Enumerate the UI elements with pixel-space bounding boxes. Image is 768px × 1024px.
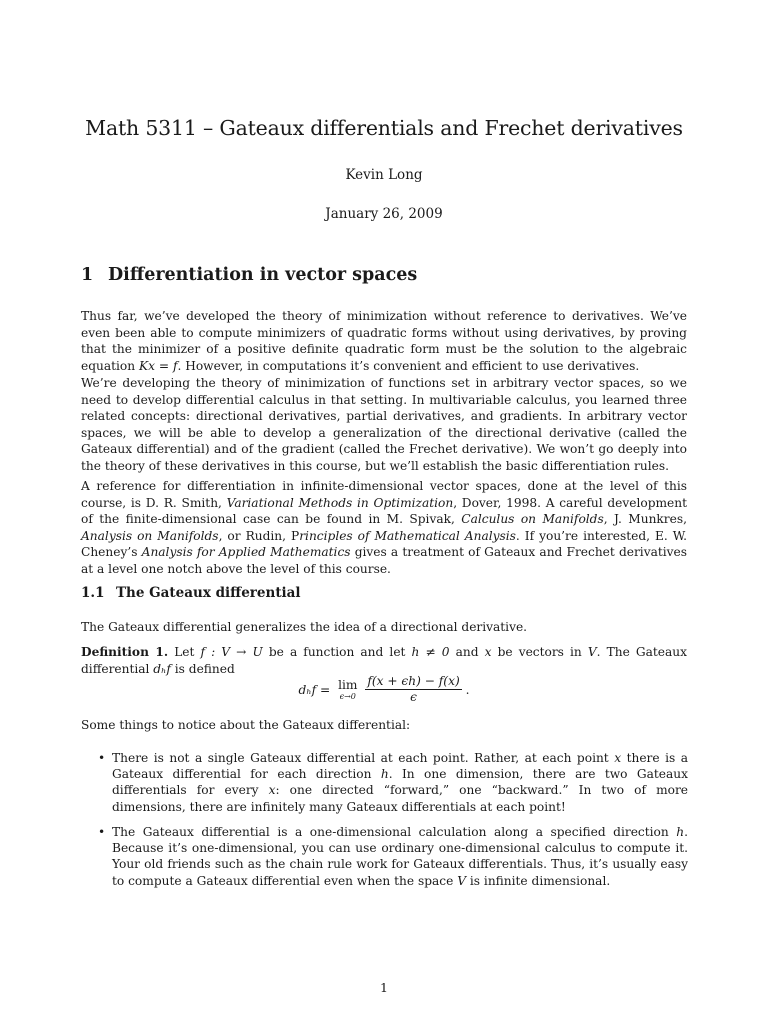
paragraph-references: A reference for differentiation in infinite-dimensional vector spaces, done at the level of this course, is D. R. Smith, Variational Methods in Optimization, Dover, 1998. A careful development of the finite-dimensional case can be found in M. Spivak, Calculus on Manifolds, J. Munkres, Analysis on Manifolds, or Rudin, Principles of Mathematical Analysis. If you’re interested, E. W. Cheney’s Analysis for Applied Mathematics gives a treatment of Gateaux and Frechet derivatives at a level one notch above the level of this course. — [81, 479, 688, 576]
fraction-numerator: f(x + ϵh) − f(x) — [367, 674, 460, 688]
inline-math: dₕf — [153, 661, 171, 676]
definition-block: Definition 1. Let f : V → U be a function and let h ≠ 0 and x be vectors in V. The Gateaux differential dₕf is defined — [81, 645, 688, 676]
fraction-denominator: ϵ — [410, 690, 417, 704]
book-title: Analysis for Applied Mathematics — [141, 545, 351, 560]
bullet-list — [98, 750, 688, 815]
equation-period: . — [465, 682, 470, 697]
inline-math: V — [587, 645, 597, 659]
definition-label: Definition 1. — [81, 645, 169, 659]
subsection-heading — [81, 585, 301, 601]
book-title: rinciples of Mathematical Analysis — [299, 528, 516, 543]
limit-word: lim — [338, 678, 358, 692]
paragraph-intro: Thus far, we’ve developed the theory of minimization without reference to derivatives. We’ve even been able to compute minimizers of quadratic forms without using derivatives, by proving that the minimizer of a positive definite quadratic form must be the solution to the algebraic equation Kx = f. However, in computations it’s convenient and efficient to use derivatives. — [81, 309, 687, 373]
section-number: 1 — [81, 265, 94, 285]
paper-title: Math 5311 – Gateaux differentials and Frechet derivatives — [85, 116, 683, 140]
inline-math: h — [380, 767, 389, 782]
limit-subscript: ϵ→0 — [339, 692, 356, 701]
list-item: • The Gateaux differential is a one-dimensional calculation along a specified direction h. Because it’s one-dimensional, you can use ordinary one-dimensional calculus to compute it. Your old friends such as the chain rule work for Gateaux differentials. Thus, it’s usually easy to compute a Gateaux differential even when the space V is infinite dimensional. — [98, 825, 688, 888]
bullet-icon: • — [98, 825, 106, 839]
inline-math: Kx = f — [139, 358, 178, 373]
inline-math: V — [457, 873, 467, 888]
section-heading — [81, 265, 417, 285]
bullet-list — [98, 824, 688, 889]
inline-math: x — [484, 645, 492, 659]
subsection-title: The Gateaux differential — [116, 585, 301, 601]
page-number: 1 — [380, 980, 388, 995]
inline-math: h — [676, 825, 685, 839]
book-title: Variational Methods in Optimization — [226, 495, 454, 510]
paragraph-vector-spaces: We’re developing the theory of minimization of functions set in arbitrary vector spaces, so we need to develop differential calculus in that setting. In multivariable calculus, you learned three related concepts: directional derivatives, partial derivatives, and gradients. In arbitrary vector spaces, we will be able to develop a generalization of the directional derivative (called the Gateaux differential) and of the gradient (called the Frechet derivative). We won’t go deeply into the theory of these derivatives in this course, but we’ll establish the basic differentiation rules. — [81, 376, 687, 473]
inline-math: f : V → U — [200, 645, 263, 659]
paper-date: January 26, 2009 — [325, 206, 443, 222]
section-title: Differentiation in vector spaces — [108, 265, 418, 285]
gateaux-equation — [0, 674, 768, 708]
book-title: Analysis on Manifolds — [81, 528, 219, 543]
list-item: • There is not a single Gateaux differential at each point. Rather, at each point x there is a Gateaux differential for each direction h. In one dimension, there are two Gateaux differentials for every x: one directed “forward,” one “backward.” In two of more dimensions, there are infinitely many Gateaux differentials at each point! — [98, 751, 688, 814]
inline-math: x — [614, 751, 622, 765]
book-title: Calculus on Manifolds — [461, 512, 604, 527]
author-name: Kevin Long — [345, 167, 423, 183]
bullet-icon: • — [98, 751, 106, 765]
equation-fraction — [365, 674, 461, 705]
subsection-number: 1.1 — [81, 585, 105, 601]
inline-math: x — [268, 783, 276, 798]
paragraph-notice: Some things to notice about the Gateaux differential: — [81, 718, 411, 732]
equation-limit — [338, 678, 357, 701]
equation-lhs: dₕf = — [298, 682, 331, 697]
inline-math: h ≠ 0 — [411, 645, 450, 659]
paragraph-gateaux-intro: The Gateaux differential generalizes the idea of a directional derivative. — [81, 620, 528, 634]
